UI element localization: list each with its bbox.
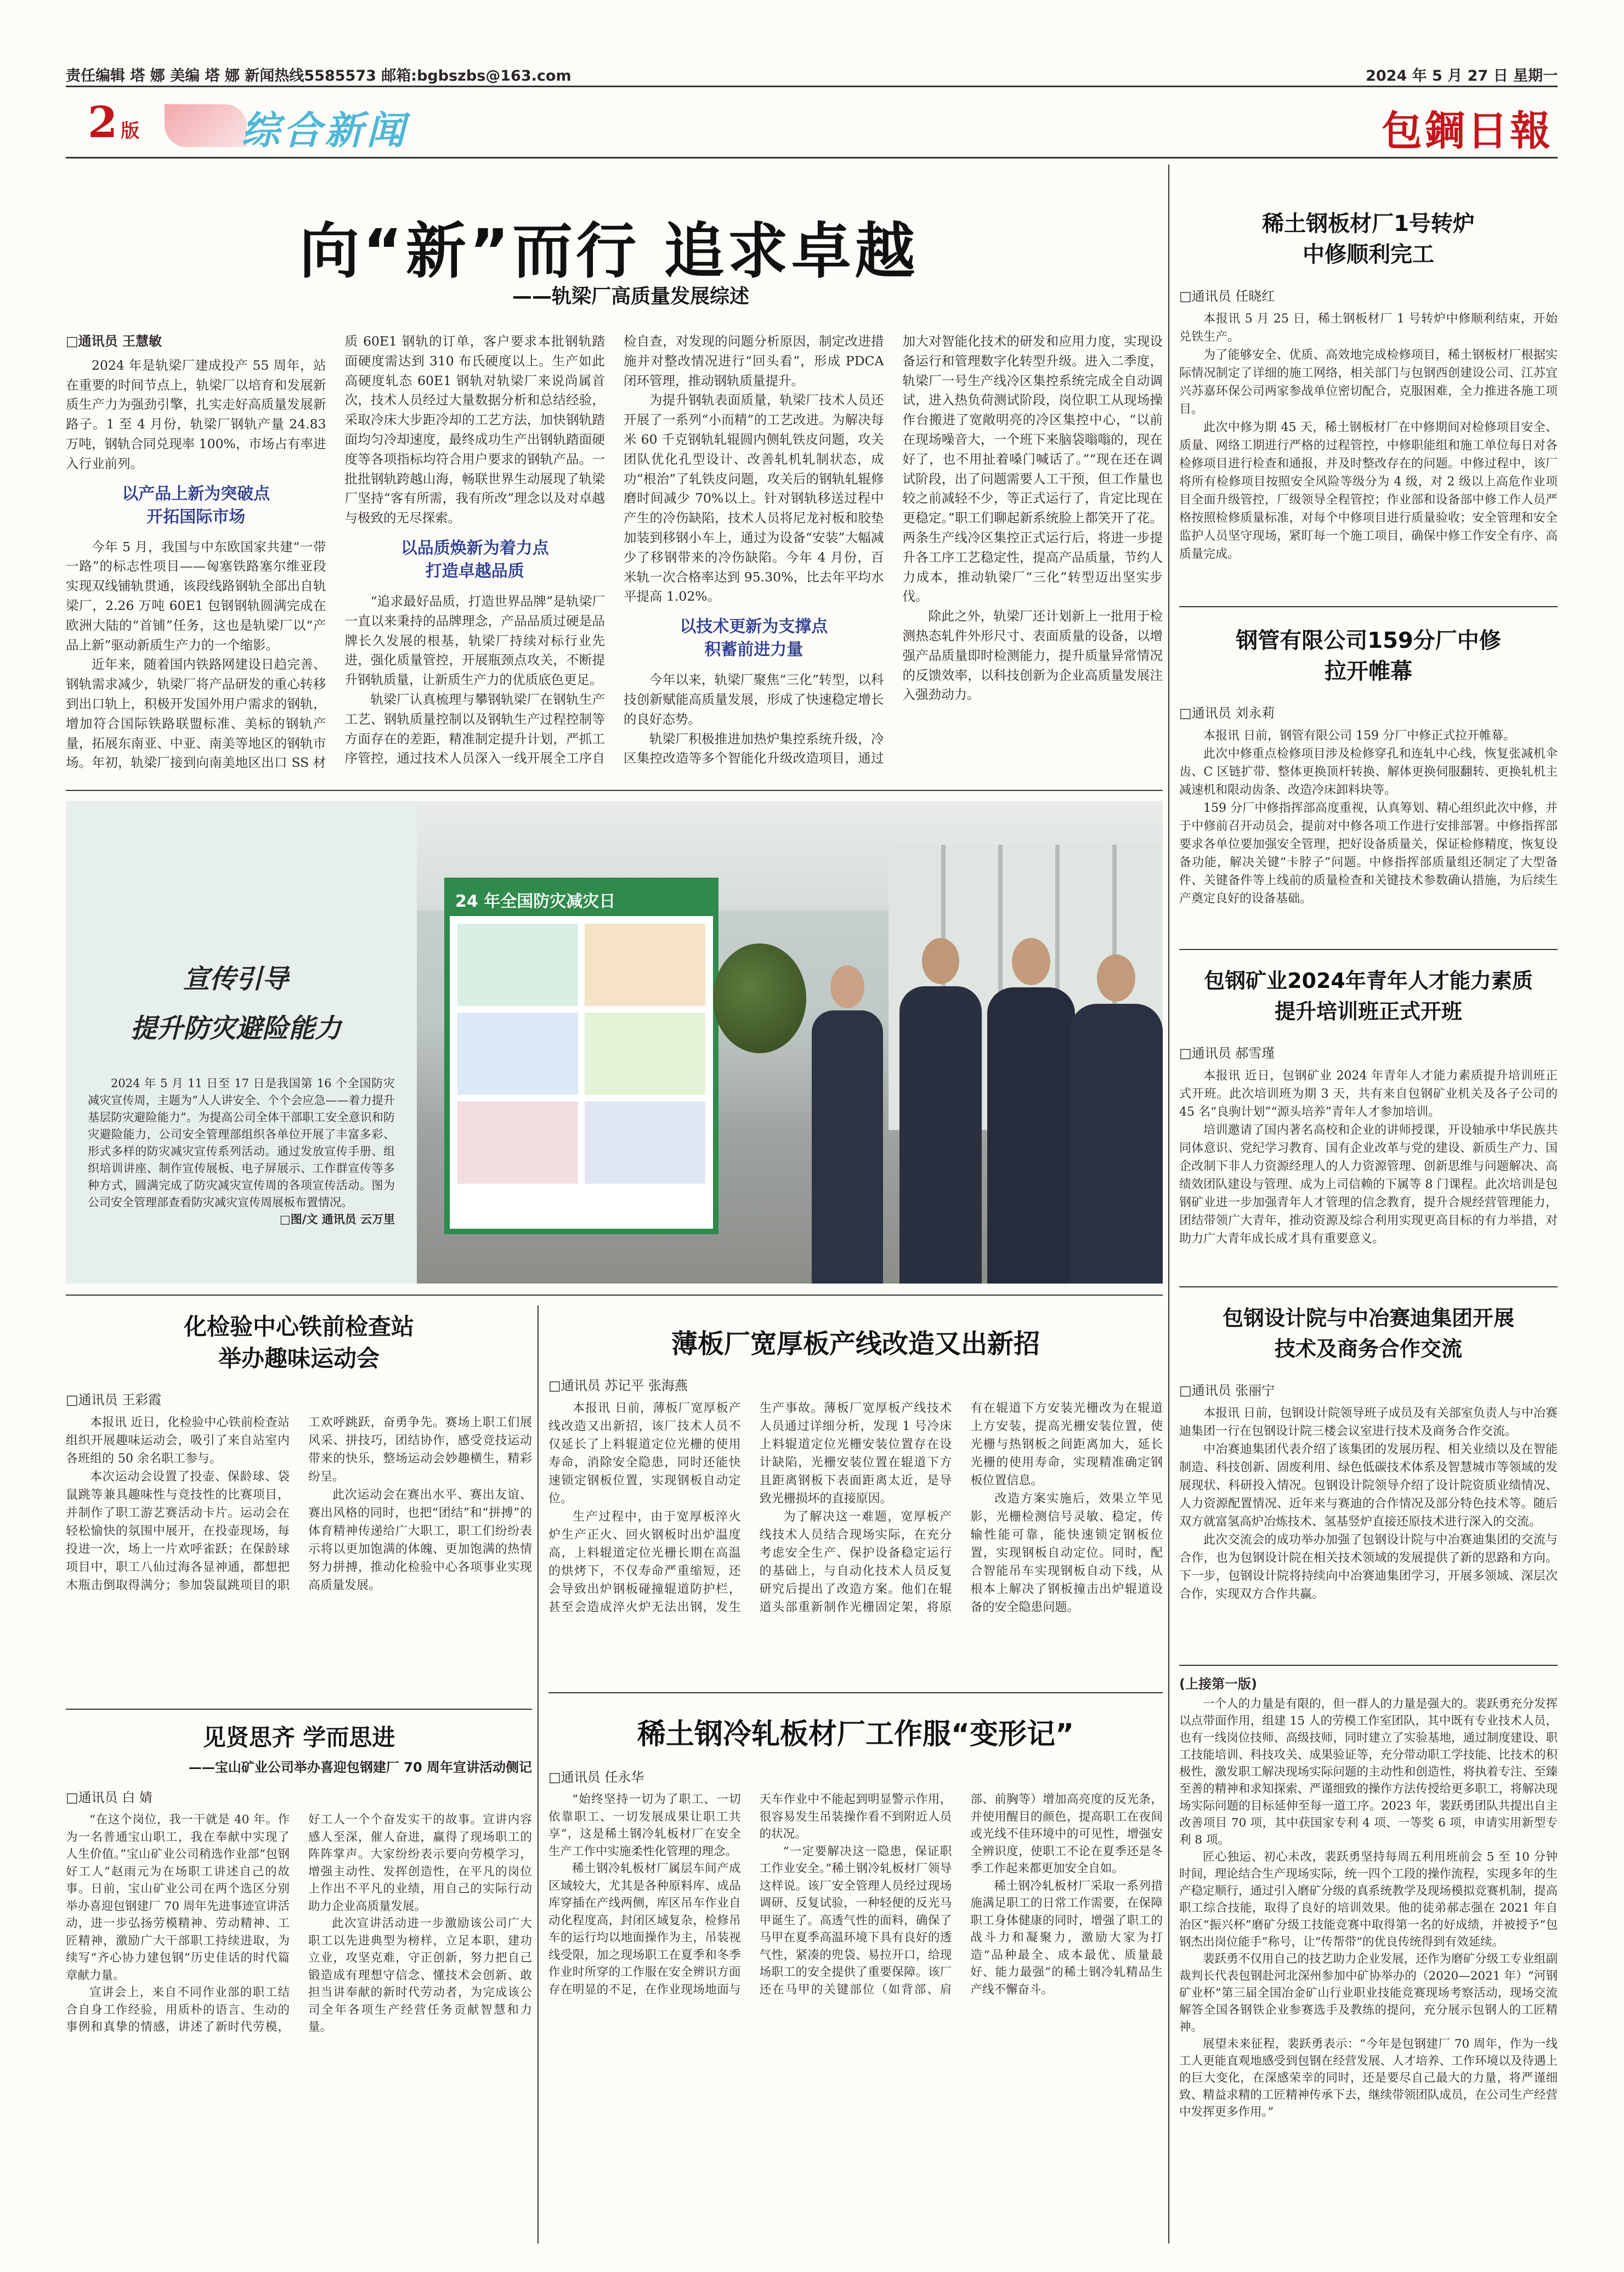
right4-byline: □通讯员 张丽宁 xyxy=(1179,1383,1275,1398)
issue-date: 2024 年 5 月 27 日 星期一 xyxy=(1366,67,1558,84)
article-right-3 xyxy=(1179,965,1558,1248)
page-unit: 版 xyxy=(121,120,140,142)
photo-feature xyxy=(66,801,1163,1284)
right-divider-3 xyxy=(1179,1286,1558,1287)
photo-caption-text: 2024 年 5 月 11 日至 17 日是我国第 16 个全国防灾减灾宣传周，主题为“人人讲安全、个个会应急——着力提升基层防灾避险能力”。为提高公司全体干部职工安全意识和防灾避险能力，公司安全管理部组织各单位开展了丰富多彩、形式多样的防灾减灾宣传系列活动。通过发放宣传手册、组织培训讲座、制作宣传展板、电子屏展示、工作群宣传等多种方式，圆满完成了防灾减灾宣传周的各项宣传活动。图为公司安全管理部查看防灾减灾宣传周展板布置情况。 xyxy=(88,1077,395,1209)
b1-p3: 此次运动会在赛出水平、赛出友谊、赛出风格的同时，也把“团结”和“拼搏”的体育精神传递给广大职工，职工们纷纷表示将以更加饱满的体魄、更加饱满的热情努力拼搏，推动化检验中心各项事业实现高质量发展。 xyxy=(308,1488,532,1592)
right4-p1: 本报讯 日前，包钢设计院领导班子成员及有关部室负责人与中冶赛迪集团一行在包钢设计院三楼会议室进行技术及商务合作交流。 xyxy=(1179,1406,1558,1438)
b1-byline: □通讯员 王彩霞 xyxy=(66,1392,162,1408)
person-woman xyxy=(812,965,883,1284)
b3-p1: “在这个岗位，我一干就是 40 年。作为一名普通宝山职工，我在奉献中实现了人生价值。”宝山矿业公司稍选作业部“包钢好工人”赵雨元为在场职工讲述自己的故事。日前，宝山矿业公司在两个选区分别举办喜迎包钢建厂 70 周年先进事迹宣讲活动，进一步弘扬劳模精神、劳动精神、工匠精神，激励广大干部职工持续进取，为续写“齐心协力建包钢”历史佳话的时代篇章献力量。 xyxy=(66,1813,290,1982)
lead-sub2: 以品质焕新为着力点 打造卓越品质 xyxy=(400,538,549,581)
lead-intro: 2024 年是轨梁厂建成投产 55 周年，站在重要的时间节点上，轨梁厂以培育和发展新质生产力为强劲引擎，扎实走好高质量发展新路子。1 至 4 月份，轨梁厂钢轨产量 24.83 万吨，钢轨合同兑现率 100%，市场占有率进入行业前列。 xyxy=(66,357,326,471)
b1-p2: 本次运动会设置了投壶、保龄球、袋鼠跳等兼具趣味性与竞技性的比赛项目，并制作了职工游艺赛活动卡片。运动会在轻松愉快的氛围中展开，在投壶现场，每投进一次，场上一片欢呼雀跃；在保龄球项目中，职工八仙过海各显神通，都想把木瓶击倒取得满分；参加袋鼠跳项目的职工欢呼跳跃，奋勇争先。赛场上职工们展风采、拼技巧，团结协作，感受竞技运动带来的快乐，整场运动会妙趣横生，精彩纷呈。 xyxy=(66,1416,532,1592)
article-b1 xyxy=(66,1311,532,1595)
right3-p2: 培训邀请了国内著名高校和企业的讲师授课，开设轴承中华民族共同体意识、党纪学习教育、国有企业改革与党的建设、新质生产力、国企改制下非人力资源经理人的人力资源管理、创新思维与问题解决、高绩效团队建设与管理、成为上司信赖的下属等 8 门课程。此次培训是包钢矿业进一步加强青年人才管理的信念教育，提升合规经营管理能力，团结带领广大青年，推动资源及综合利用实现更高目标的有力举措，对助力广大青年成长成才具有重要意义。 xyxy=(1179,1123,1558,1246)
lead-p3: “追求最好品质，打造世界品牌”是轨梁厂一直以来秉持的品牌理念，产品品质过硬是品牌长久发展的根基，轨梁厂持续对标行业先进，强化质量管控，开展瓶颈点攻关，不断提升钢轨质量，让新质生产力的优质底色更足。 xyxy=(344,593,605,688)
lead-p4: 轨梁厂认真梳理与攀钢轨梁厂在钢轨生产工艺、钢轨质量控制以及钢轨生产过程控制等方面存在的差距，精准制定提升计划，严抓工序管控，通过技术人员深入一线开展全工序自检自查，对发现的问题分析原因，制定改进措施并对整改情况进行“回头看”，形成 PDCA 闭环管理，推动钢轨质量提升。 xyxy=(344,334,884,766)
photo-title: 宣传引导 提升防灾避险能力 xyxy=(130,964,341,1044)
photo-credit: □图/文 通讯员 云万里 xyxy=(279,1213,395,1226)
b2-p2: 生产过程中，由于宽厚板淬火炉生产正火、回火钢板时出炉温度高，上料辊道定位光栅长期在高温的烘烤下，不仅寿命严重缩短，还会导致出炉钢板碰撞辊道防护栏，甚至会造成淬火炉无法出钢，发生生产事故。薄板厂宽厚板产线技术人员通过详细分析，发现 1 号冷床上料辊道定位光栅安装位置存在设计缺陷，光栅安装位置在辊道下方且距离钢板下表面距离太近，是导致光栅损坏的直接原因。 xyxy=(548,1401,952,1614)
right3-byline: □通讯员 郝雪瑾 xyxy=(1179,1045,1275,1061)
right4-headline: 包钢设计院与中冶赛迪集团开展 技术及商务合作交流 xyxy=(1222,1306,1514,1361)
right4-p3: 此次交流会的成功举办加强了包钢设计院与中冶赛迪集团的交流与合作，也为包钢设计院在相关技术领域的发展提供了新的思路和方向。下一步，包钢设计院将持续向中冶赛迪集团学习，开展多领域、深层次合作，实现双方合作共赢。 xyxy=(1179,1533,1558,1601)
right2-headline: 钢管有限公司159分厂中修 拉开帷幕 xyxy=(1236,628,1501,684)
person-man-1 xyxy=(899,938,982,1284)
lead-p1: 今年 5 月，我国与中东欧国家共建“一带一路”的标志性项目——匈塞铁路塞尔维亚段实现双线铺轨贯通，该段线路钢轨全部出自轨梁厂，2.26 万吨 60E1 包钢钢轨圆满完成在欧洲大陆的“首铺”任务，这也是轨梁厂以“产品上新”驱动新质生产力的一个缩影。 xyxy=(66,539,326,653)
article-right-1 xyxy=(1179,208,1558,563)
b4-p2: 稀土钢冷轧板材厂属层车间产成区域较大，尤其是各种原料库、成品库穿插在产线两侧，库区吊车作业自动化程度高，封闭区域复杂，检修吊车的运行均以地面操作为主，吊装视线受限，加之现场职工在夏季和冬季作业时所穿的工作服在安全辨识方面存在明显的不足，在作业现场地面与天车作业中不能起到明显警示作用，很容易发生吊装操作看不到附近人员的状况。 xyxy=(548,1793,952,1997)
b3-p2: 宣讲会上，来自不同作业部的职工结合自身工作经验，用质朴的语言、生动的事例和真挚的情感，讲述了新时代劳模，好工人一个个奋发实干的故事。宣讲内容感人至深，催人奋进，赢得了现场职工的阵阵掌声。大家纷纷表示要向劳模学习，增强主动性、发挥创造性，在平凡的岗位上作出不平凡的业绩，用自己的实际行动助力企业高质量发展。 xyxy=(66,1813,532,2034)
bottom-mid-divider xyxy=(548,1692,1163,1693)
photo-divider xyxy=(66,1295,1163,1296)
continued-article xyxy=(1179,1673,1558,2121)
board-panels xyxy=(450,916,713,1191)
lead-p2: 近年来，随着国内铁路网建设日趋完善、钢轨需求减少，轨梁厂将产品研发的重心转移到出口轨上，积极开发国外用户需求的钢轨，增加符合国际铁路联盟标准、美标的钢轨产量，拓展东南亚、中亚、南美等地区的钢轨市场。年初，轨梁厂接到向南美地区出口 SS 材质 60E1 钢轨的订单，客户要求本批钢轨踏面硬度需达到 310 布氏硬度以上。生产如此高硬度轧态 60E1 钢轨对轨梁厂来说尚属首次，技术人员经过大量数据分析和总结经验，采取冷床大步距冷却的工艺方法，加快钢轨踏面均匀冷却速度，最终成功生产出钢轨踏面硬度等各项指标均符合用户要求的钢轨产品。一批批钢轨跨越山海，畅联世界生动展现了轨梁厂坚持“客有所需，我有所改”理念以及对卓越与极致的无尽探索。 xyxy=(66,334,605,771)
continued-p1: 一个人的力量是有限的，但一群人的力量是强大的。裴跃勇充分发挥以点带面作用，组建 15 人的劳模工作室团队，其中既有专业技术人员，也有一线岗位技师、高级技师，同时建立了实验基地，通过制度建设、职工技能培训、科技攻关、成果验证等，充分带动职工学技能、比技术的积极性，激发职工解决现场实际问题的主动性和创造性，将执着专注、至臻至善的精神和求知探索、严谨细致的操作方法传授给更多职工，将解决现场实际问题的目标延伸至每一道工序。2023 年，裴跃勇团队共提出自主改善项目 70 项，其中获国家专利 4 项、一等奖 6 项，申请实用新型专利 8 项。 xyxy=(1179,1697,1558,1847)
article-b4 xyxy=(548,1717,1163,1998)
right3-p1: 本报讯 近日，包钢矿业 2024 年青年人才能力素质提升培训班正式开班。此次培训班为期 3 天，共有来自包钢矿业机关及各子公司的 45 名“良驹计划”“源头培养”青年人才参加培训。 xyxy=(1179,1069,1558,1119)
right1-byline: □通讯员 任晓红 xyxy=(1179,289,1275,304)
header-rule xyxy=(66,86,1558,87)
bottom-col-rule xyxy=(537,1305,539,2243)
person-man-3 xyxy=(1070,954,1163,1284)
b3-subtitle: ——宝山矿业公司举办喜迎包钢建厂 70 周年宣讲活动侧记 xyxy=(188,1760,532,1775)
lead-headline: 向“新”而行 追求卓越 xyxy=(299,216,919,286)
right2-p2: 此次中修重点检修项目涉及检修穿孔和连轧中心线，恢复张减机伞齿、C 区链扩带、整体更换顶杆转换、解体更换伺服翻转、更换轧机主减速机和限动齿条、改造冷床卸料块等。 xyxy=(1179,747,1558,797)
lead-subtitle: ——轨梁厂高质量发展综述 xyxy=(512,285,749,308)
b2-byline: □通讯员 苏记平 张海燕 xyxy=(548,1378,688,1393)
lead-byline: □通讯员 王慧敏 xyxy=(66,334,162,349)
masthead: 包鋼日報 xyxy=(1382,108,1553,155)
right2-p3: 159 分厂中修指挥部高度重视，认真筹划、精心组织此次中修，并于中修前召开动员会，提前对中修各项工作进行安排部署。中修指挥部要求各单位要加强安全管理，把好设备质量关，保证检修精度，恢复设备功能，解决关键“卡脖子”问题。中修指挥部质量组还制定了大型备件、关键备件等上线前的质量检查和关键技术参数确认措施，为后续生产奠定良好的设备基础。 xyxy=(1179,801,1558,906)
section-ribbon xyxy=(165,104,247,147)
right4-p2: 中冶赛迪集团代表介绍了该集团的发展历程、相关业绩以及在智能制造、科技创新、固废利用、绿色低碳技术体系及智慧城市等领域的发展现状、科研投入情况。包钢设计院领导介绍了设计院资质业绩情况、人力资源配置情况、近年来与赛迪的合作情况及部分特色技术等。随后双方就富氢高炉冶炼技术、氢基竖炉直接还原技术进行深入的交流。 xyxy=(1179,1443,1558,1529)
continued-p4: 展望未来征程，裴跃勇表示：“今年是包钢建厂 70 周年，作为一线工人更能直观地感受到包钢在经营发展、人才培养、工作环境以及待遇上的巨大变化，在深感荣幸的同时，还是要尽自己最大的力量，将严谨细致、精益求精的工匠精神传承下去，继续带领团队成员，在公司生产经营中发挥更多作用。” xyxy=(1179,2037,1558,2119)
section-title: 综合新闻 xyxy=(241,108,408,153)
right1-p2: 为了能够安全、优质、高效地完成检修项目，稀土钢板材厂根据实际情况制定了详细的施工网络，相关部门与包钢西创建设公司、江苏宜兴苏嘉环保公司两家参战单位密切配合，克服困难，全力推进各施工项目。 xyxy=(1179,348,1558,416)
b4-p1: “始终坚持一切为了职工、一切依靠职工、一切发展成果让职工共享”，这是稀土钢冷轧板材厂在安全生产工作中实施柔性化管理的理念。 xyxy=(548,1793,741,1858)
b3-p3: 此次宣讲活动进一步激励该公司广大职工以先进典型为榜样，立足本职，建功立业，攻坚克难，守正创新，努力把自己锻造成有理想守信念、懂技术会创新、敢担当讲奉献的新时代劳动者，为完成该公司全年各项生产经营任务贡献智慧和力量。 xyxy=(308,1917,532,2034)
lead-p6: 今年以来，轨梁厂聚焦“三化”转型，以科技创新赋能高质量发展，形成了快速稳定增长的良好态势。 xyxy=(624,672,884,727)
exhibition-board xyxy=(444,878,718,1234)
bonsai-plant xyxy=(713,943,806,1053)
lead-sub3: 以技术更新为支撑点 积蓄前进力量 xyxy=(680,617,828,660)
photo-caption xyxy=(88,1075,395,1228)
person-man-2 xyxy=(987,938,1075,1284)
right-divider-1 xyxy=(1179,606,1558,607)
continued-p3: 裴跃勇不仅用自己的技艺助力企业发展，还作为磨矿分级工专业组副裁判长代表包钢赴河北深州参加中矿协举办的（2020—2021 年）“河钢矿业杯”第三届全国冶金矿山行业职业技能竞赛现场考察活动，现场交流解答全国各钢铁企业参赛选手及教练的提问，充分展示包钢人的工匠精神。 xyxy=(1179,1952,1558,2034)
right3-headline: 包钢矿业2024年青年人才能力素质 提升培训班正式开班 xyxy=(1204,969,1533,1024)
page-number-badge xyxy=(88,98,139,152)
lead-p7: 轨梁厂积极推进加热炉集控系统升级，冷区集控改造等多个智能化升级改造项目，通过加大对智能化技术的研发和应用力度，实现设备运行和管理数字化转型升级。进入二季度，轨梁厂一号生产线冷区集控系统完成全自动调试，进入热负荷测试阶段，岗位职工从现场操作台搬进了宽敞明亮的冷区集控中心，“以前在现场噪音大，一个班下来脑袋嗡嗡的，现在好了，也不用扯着嗓门喊话了。”“现在还在调试阶段，出了问题需要人工干预，但工作量也较之前减轻不少，等正式运行了，肯定比现在更稳定。”职工们聊起新系统脸上都笑开了花。两条生产线冷区集控正式运行后，将进一步提升各工序工艺稳定性，提高产品质量，节约人力成本，推动轨梁厂“三化”转型迈出坚实步伐。 xyxy=(624,334,1163,766)
bottom-left-divider xyxy=(66,1709,532,1710)
lead-p8: 除此之外，轨梁厂还计划新上一批用于检测热态轧件外形尺寸、表面质量的设备，以增强产品质量即时检测能力，提升质量异常情况的反馈效率，以科技创新为企业高质量发展注入强劲动力。 xyxy=(902,608,1163,703)
right-column-rule xyxy=(1168,165,1169,2243)
lead-divider xyxy=(66,790,1163,791)
right1-p3: 此次中修为期 45 天，稀土钢板材厂在中修期间对检修项目安全、质量、网络工期进行严格的过程管控，中修职能组和施工单位每日对各检修项目进行检查和通报，并及时整改存在的问题。中修过程中，该厂将所有检修项目按照安全风险等级分为 4 级，对 2 级以上高危作业项目全面升级管控，厂级领导全程管控；作业部和设备部中修工作人员严格按照检修质量标准，对每个中修项目进行质量验收；安全管理和安全监护人员坚守现场，紧盯每一个施工项目，确保中修工作安全有序、高质量完成。 xyxy=(1179,421,1558,561)
b2-p4: 改造方案实施后，效果立竿见影，光栅检测信号灵敏、稳定，传输性能可靠，能快速锁定钢板位置，实现钢板自动定位。同时，配合智能吊车实现钢板自动下线，从根本上解决了钢板撞击出炉辊道设备的安全隐患问题。 xyxy=(970,1492,1163,1614)
article-b2 xyxy=(548,1327,1163,1617)
continued-label: (上接第一版) xyxy=(1179,1676,1257,1692)
b4-p4: 稀土钢冷轧板材厂采取一系列措施满足职工的日常工作需要，在保障职工身体健康的同时，增强了职工的战斗力和凝聚力，激励大家为打造“品种最全、成本最优、质量最好、能力最强”的稀土钢冷轧精品生产线不懈奋斗。 xyxy=(970,1879,1163,1997)
article-right-2 xyxy=(1179,625,1558,908)
right1-headline: 稀土钢板材厂1号转炉 中修顺利完工 xyxy=(1262,211,1475,267)
right-divider-4 xyxy=(1179,1665,1558,1666)
editor-info: 责任编辑 塔 娜 美编 塔 娜 新闻热线5585573 邮箱:bgbszbs@163.com xyxy=(66,67,571,84)
page-number: 2 xyxy=(88,98,118,148)
b2-p3: 为了解决这一难题，宽厚板产线技术人员结合现场实际，在充分考虑安全生产、保护设备稳定运行的基础上，与自动化技术人员反复研究后提出了改造方案。他们在辊道头部重新制作光栅固定架，将原有在辊道下方安装光栅改为在辊道上方安装，提高光栅安装位置，使光栅与热钢板之间距离加大，延长光栅的使用寿命，实现精准确定钢板位置信息。 xyxy=(759,1401,1163,1614)
b3-byline: □通讯员 白 婧 xyxy=(66,1790,152,1805)
lead-p5: 为提升钢轨表面质量，轨梁厂技术人员还开展了一系列“小而精”的工艺改进。为解决每米 60 千克钢轨轧辊圆内侧轧铁皮问题，攻关团队优化孔型设计、改善轧机轧制状态，成功“根治”了轧铁皮问题，攻关后的钢轨轧辊修磨时间减少 70%以上。针对钢轨移送过程中产生的冷伤缺陷，技术人员将尼龙衬板和胶垫加装到移钢小车上，通过为设备“安装”大幅减少了移钢带来的冷伤缺陷。今年 4 月份，百米轨一次合格率达到 95.30%，比去年平均水平提高 1.02%。 xyxy=(624,392,884,604)
article-right-4 xyxy=(1179,1303,1558,1603)
b2-p1: 本报讯 日前，薄板厂宽厚板产线改造又出新招，该厂技术人员不仅延长了上料辊道定位光栅的使用寿命，消除安全隐患，同时还能快速锁定钢板位置，实现钢板自动定位。 xyxy=(548,1401,741,1506)
b4-p3: “一定要解决这一隐患，保证职工作业安全。”稀土钢冷轧板材厂领导这样说。该厂安全管理人员经过现场调研、反复试验，一种轻便的反光马甲诞生了。高透气性的面料，确保了马甲在夏季高温环境下具有良好的透气性，紧凑的兜袋、易拉开口，给现场职工的安全提供了重要保障。该厂还在马甲的关键部位（如背部、肩部、前胸等）增加高亮度的反光条，并使用醒目的颜色，提高职工在夜间或光线不佳环境中的可见性，增强安全辨识度，使职工不论在夏季还是冬季工作起来都更加安全自如。 xyxy=(759,1793,1163,1997)
lead-sub1: 以产品上新为突破点 开拓国际市场 xyxy=(122,484,270,527)
right2-byline: □通讯员 刘永莉 xyxy=(1179,705,1275,721)
b4-headline: 稀土钢冷轧板材厂工作服“变形记” xyxy=(637,1718,1074,1751)
continued-p2: 匠心独运、初心未改，裴跃勇坚持每周五利用班前会 5 至 10 分钟时间，理论结合生产现场实际，统一四个工段的操作流程，实现多年的生产稳定顺行，通过引入磨矿分级的真系统教学及现场模拟竞赛机制，提高职工综合技能，取得了良好的培训效果。他的徒弟郝志强在 2021 年自治区“振兴杯”磨矿分级工技能竞赛中取得第一名的好成绩，并被授予“包钢杰出岗位能手”称号，让“传帮带”的优良传统得到有效延续。 xyxy=(1179,1850,1558,1949)
b2-headline: 薄板厂宽厚板产线改造又出新招 xyxy=(671,1329,1040,1359)
header-bar xyxy=(66,60,1558,86)
right2-p1: 本报讯 日前，钢管有限公司 159 分厂中修正式拉开帷幕。 xyxy=(1203,729,1515,743)
board-title: 24 年全国防灾减灾日 xyxy=(450,883,713,916)
right1-p1: 本报讯 5 月 25 日，稀土钢板材厂 1 号转炉中修顺利结束，开始兑铁生产。 xyxy=(1179,312,1558,344)
article-b3 xyxy=(66,1722,532,2036)
right-divider-2 xyxy=(1179,949,1558,950)
b3-headline: 见贤思齐 学而思进 xyxy=(202,1724,395,1751)
b1-headline: 化检验中心铁前检查站 举办趣味运动会 xyxy=(183,1313,414,1372)
news-photo xyxy=(417,801,1163,1284)
b1-p1: 本报讯 近日，化检验中心铁前检查站组织开展趣味运动会，吸引了来自站室内各班组的 50 余名职工参与。 xyxy=(66,1416,290,1466)
masthead-rule xyxy=(66,157,1558,159)
lead-article xyxy=(66,332,1163,784)
b4-byline: □通讯员 任永华 xyxy=(548,1770,644,1785)
